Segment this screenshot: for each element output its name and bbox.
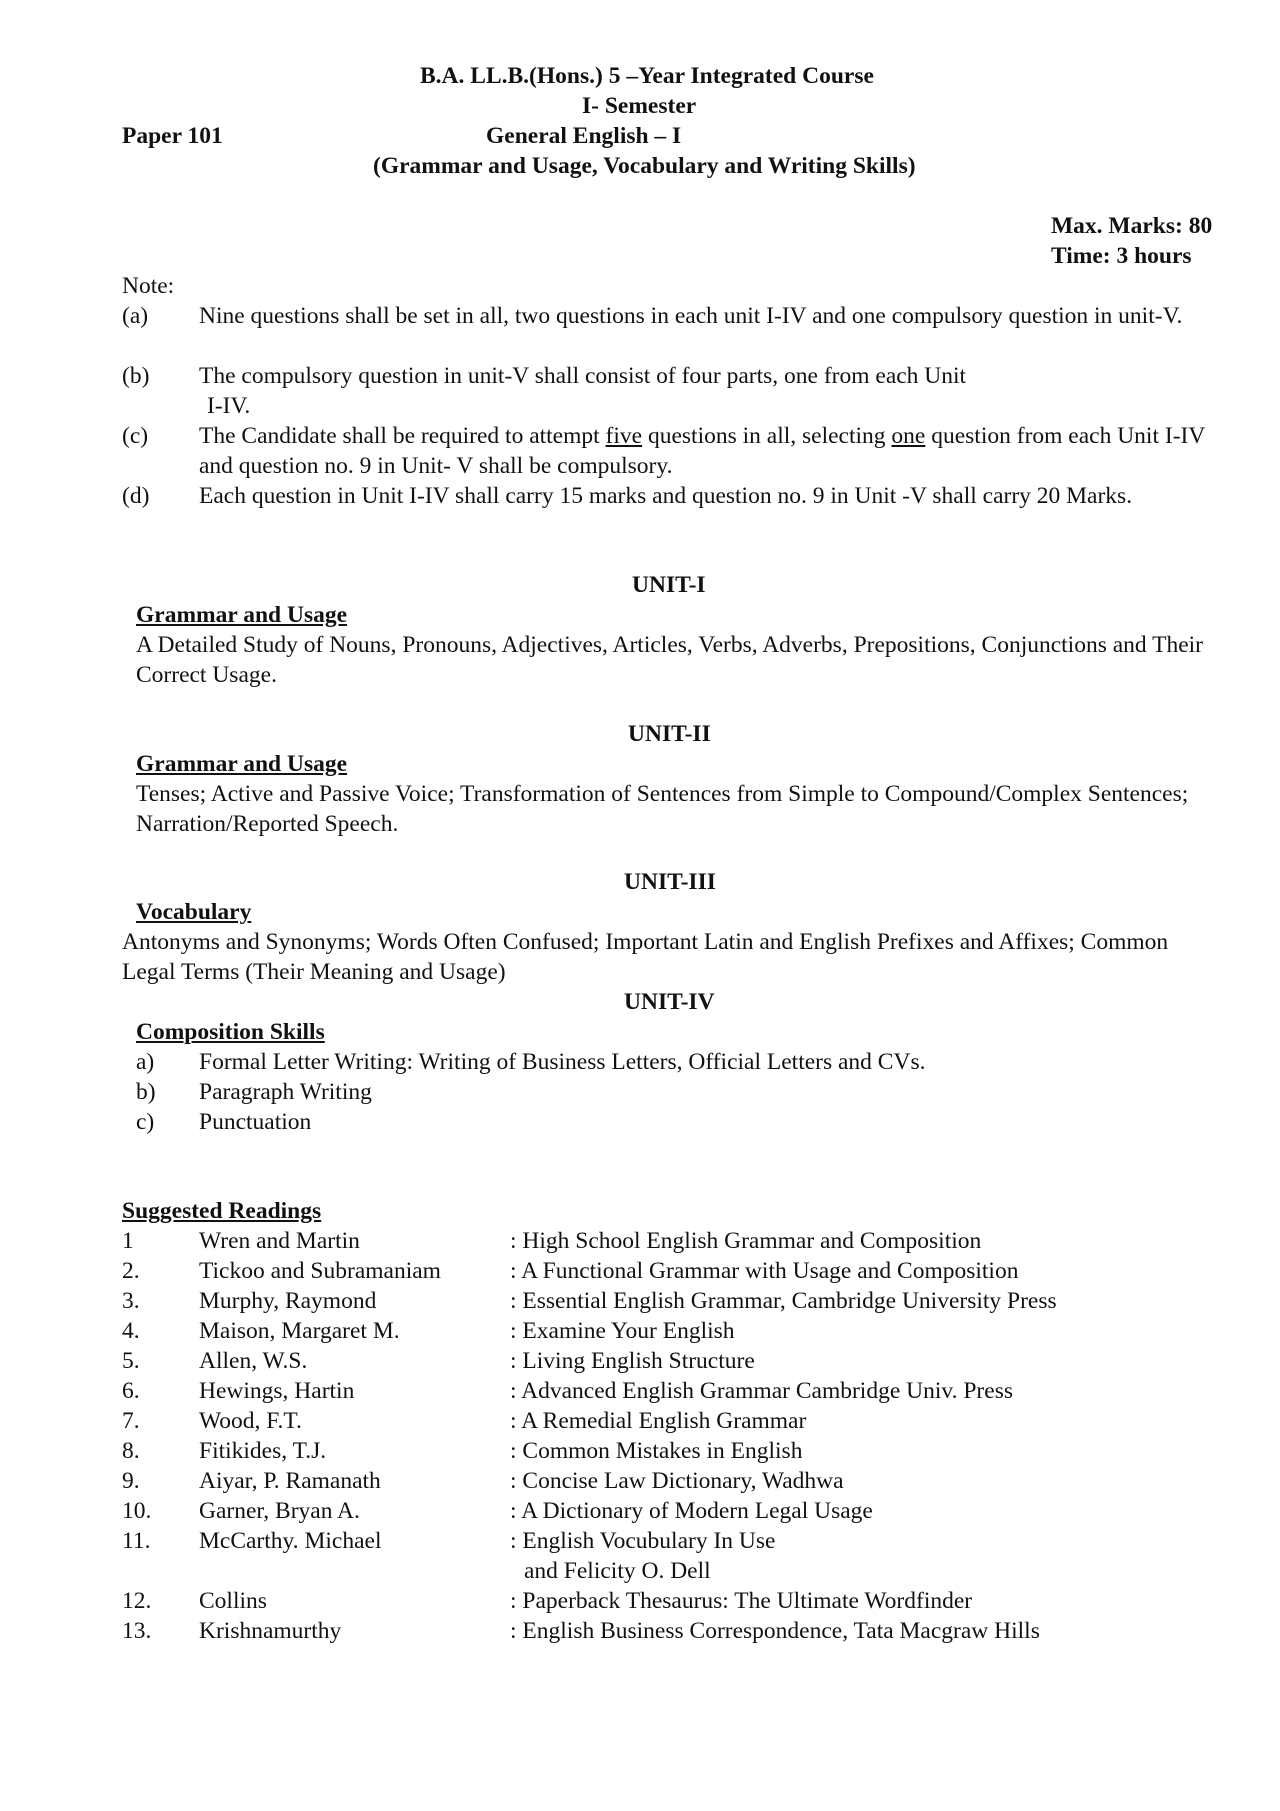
reading-number: 8. <box>122 1438 140 1464</box>
subject-subtitle: (Grammar and Usage, Vocabulary and Writing Skills) <box>373 153 916 179</box>
reading-author: Wren and Martin <box>199 1228 360 1254</box>
reading-item <box>122 1616 1122 1646</box>
unit-heading: Grammar and Usage <box>136 602 348 628</box>
course-title: B.A. LL.B.(Hons.) 5 –Year Integrated Course <box>420 63 874 89</box>
note-item-text: Each question in Unit I-IV shall carry 15 marks and question no. 9 in Unit -V shall carry 20 Marks. <box>199 483 1133 509</box>
unit-heading: Vocabulary <box>136 899 252 925</box>
reading-title: : Concise Law Dictionary, Wadhwa <box>510 1468 844 1494</box>
reading-title: : A Remedial English Grammar <box>510 1408 807 1434</box>
reading-number: 13. <box>122 1618 152 1644</box>
reading-number: 7. <box>122 1408 140 1434</box>
paper-number: Paper 101 <box>122 123 223 149</box>
list-item-label: b) <box>136 1079 156 1105</box>
unit-title: UNIT-IV <box>624 989 715 1015</box>
note-item-c <box>122 421 1222 481</box>
reading-item <box>122 1256 1122 1286</box>
reading-title: : Advanced English Grammar Cambridge Univ. Press <box>510 1378 1013 1404</box>
reading-author: Murphy, Raymond <box>199 1288 377 1314</box>
reading-title: : Examine Your English <box>510 1318 735 1344</box>
unit-heading: Composition Skills <box>136 1019 325 1045</box>
reading-item <box>122 1316 1122 1346</box>
note-item-label: (a) <box>122 303 149 329</box>
max-marks: Max. Marks: 80 <box>1051 213 1213 239</box>
readings-heading: Suggested Readings <box>122 1198 322 1224</box>
reading-author: Aiyar, P. Ramanath <box>199 1468 381 1494</box>
reading-number: 9. <box>122 1468 140 1494</box>
underlined-word: five <box>605 423 643 449</box>
list-item <box>136 1047 1136 1077</box>
reading-author: Collins <box>199 1588 267 1614</box>
note-item-line: I-IV. <box>207 393 251 419</box>
reading-title: : A Functional Grammar with Usage and Composition <box>510 1258 1019 1284</box>
underlined-word: one <box>891 423 926 449</box>
list-item-label: a) <box>136 1049 155 1075</box>
reading-item <box>122 1286 1122 1316</box>
reading-title: : Common Mistakes in English <box>510 1438 803 1464</box>
note-item-line: The compulsory question in unit-V shall consist of four parts, one from each Unit <box>199 363 967 389</box>
reading-title: : English Business Correspondence, Tata Macgraw Hills <box>510 1618 1040 1644</box>
reading-title: : Living English Structure <box>510 1348 755 1374</box>
reading-title: : A Dictionary of Modern Legal Usage <box>510 1498 873 1524</box>
unit-text: Antonyms and Synonyms; Words Often Confused; Important Latin and English Prefixes and Affixes; Common Legal Terms (Their Meaning and Usage) <box>122 929 1169 985</box>
reading-item <box>122 1376 1122 1406</box>
unit-heading: Grammar and Usage <box>136 751 348 777</box>
reading-title: : Essential English Grammar, Cambridge University Press <box>510 1288 1057 1314</box>
note-text-part: question from each Unit I-IV and question no. 9 in Unit- V shall be compulsory. <box>199 423 1205 479</box>
reading-item <box>122 1226 1122 1256</box>
note-item-label: (c) <box>122 423 149 449</box>
reading-number: 3. <box>122 1288 140 1314</box>
list-item-text: Formal Letter Writing: Writing of Business Letters, Official Letters and CVs. <box>199 1049 926 1075</box>
list-item-text: Paragraph Writing <box>199 1079 372 1105</box>
subject-title: General English – I <box>486 123 682 149</box>
note-item-text <box>199 361 1229 421</box>
reading-item <box>122 1406 1122 1436</box>
reading-number: 4. <box>122 1318 140 1344</box>
reading-number: 1 <box>122 1228 134 1254</box>
unit-title: UNIT-I <box>632 572 706 598</box>
reading-title: : English Vocubulary In Use <box>510 1528 776 1554</box>
note-item-label: (d) <box>122 483 150 509</box>
reading-author: Garner, Bryan A. <box>199 1498 360 1524</box>
unit-title: UNIT-II <box>628 721 711 747</box>
note-item-label: (b) <box>122 363 150 389</box>
reading-number: 2. <box>122 1258 140 1284</box>
reading-number: 5. <box>122 1348 140 1374</box>
reading-number: 10. <box>122 1498 152 1524</box>
reading-item <box>122 1346 1122 1376</box>
note-item-a <box>122 301 1222 361</box>
reading-author: Maison, Margaret M. <box>199 1318 400 1344</box>
note-item-text <box>199 421 1229 481</box>
semester-title: I- Semester <box>582 93 697 119</box>
unit-title: UNIT-III <box>624 869 716 895</box>
reading-item <box>122 1466 1122 1496</box>
reading-author: Allen, W.S. <box>199 1348 308 1374</box>
note-item-b <box>122 361 1222 421</box>
unit-text: A Detailed Study of Nouns, Pronouns, Adjectives, Articles, Verbs, Adverbs, Prepositions, Conjunctions and Their Correct Usage. <box>136 632 1204 688</box>
reading-author: Fitikides, T.J. <box>199 1438 327 1464</box>
note-text-part: questions in all, selecting <box>642 423 892 449</box>
list-item-text: Punctuation <box>199 1109 312 1135</box>
reading-item <box>122 1526 1122 1586</box>
reading-number: 12. <box>122 1588 152 1614</box>
reading-number: 11. <box>122 1528 151 1554</box>
reading-title-continued: and Felicity O. Dell <box>524 1558 711 1584</box>
reading-title: : Paperback Thesaurus: The Ultimate Wordfinder <box>510 1588 973 1614</box>
reading-item <box>122 1586 1122 1616</box>
reading-author: Krishnamurthy <box>199 1618 342 1644</box>
list-item <box>136 1107 1136 1137</box>
note-item-d <box>122 481 1222 541</box>
reading-author: Wood, F.T. <box>199 1408 302 1434</box>
reading-author: Tickoo and Subramaniam <box>199 1258 441 1284</box>
reading-author: McCarthy. Michael <box>199 1528 382 1554</box>
list-item-label: c) <box>136 1109 155 1135</box>
reading-author: Hewings, Hartin <box>199 1378 355 1404</box>
note-label: Note: <box>122 273 175 299</box>
unit-text: Tenses; Active and Passive Voice; Transformation of Sentences from Simple to Compound/Complex Sentences; Narration/Reported Speech. <box>136 781 1189 837</box>
list-item <box>136 1077 1136 1107</box>
note-text-part: The Candidate shall be required to attempt <box>199 423 606 449</box>
reading-number: 6. <box>122 1378 140 1404</box>
note-item-text: Nine questions shall be set in all, two questions in each unit I-IV and one compulsory question in unit-V. <box>199 303 1183 329</box>
exam-time: Time: 3 hours <box>1051 243 1192 269</box>
reading-title: : High School English Grammar and Composition <box>510 1228 982 1254</box>
reading-item <box>122 1436 1122 1466</box>
reading-item <box>122 1496 1122 1526</box>
